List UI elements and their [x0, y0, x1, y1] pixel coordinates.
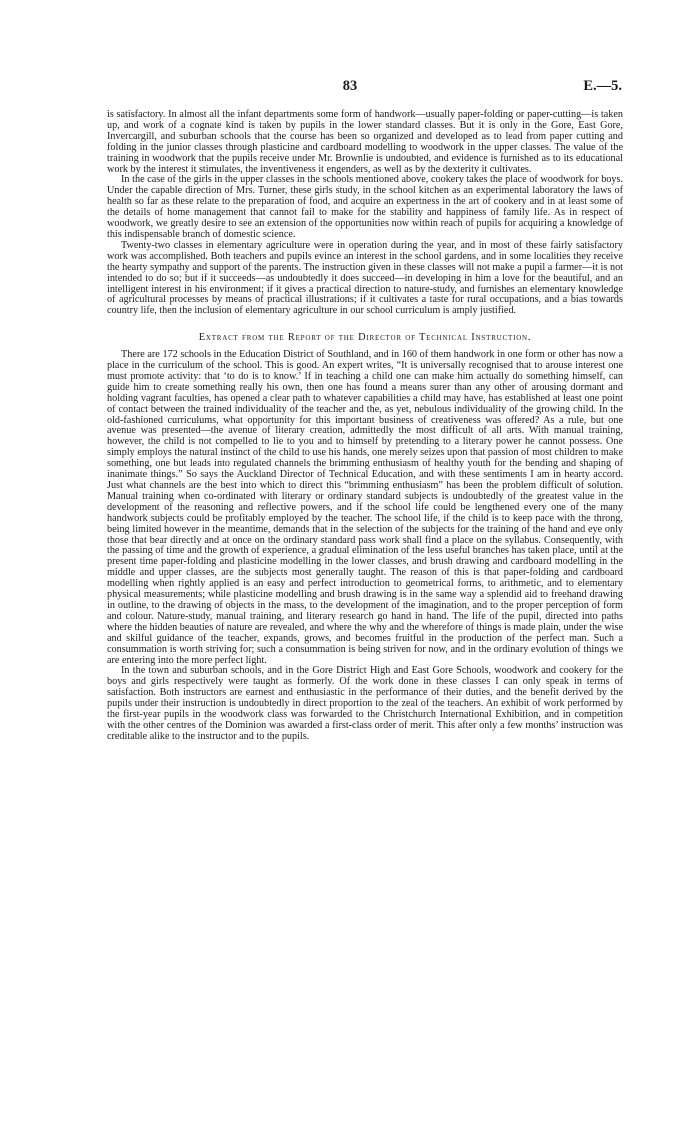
page-header: [0, 78, 700, 98]
paragraph: There are 172 schools in the Education District of Southland, and in 160 of them handwork in one form or other has now a place in the curriculum of the school. This is good. An expert writes, “It is universally recognised that to arouse interest one must promote activity: that ‘to do is to know.’ If in teaching a child one can make him actually do something himself, can guide him to create something really his own, then one has found a means surer than any other of arousing dormant and holding vagrant faculties, has opened a clear path to whatever capabilities a child may have, has established at least one point of contact between the trained individuality of the teacher and the, as yet, nebulous individuality of the growing child. In the old-fashioned curriculums, what opportunity for this important business of creativeness was offered? As a rule, but one avenue was presented—the avenue of literary creation, admittedly the most difficult of all arts. With manual training, however, the child is not compelled to lie to you and to himself by pretending to a literary power he cannot possess. One simply employs the natural instinct of the child to use his hands, one merely seizes upon that passion of most children to make something, one but leads into regulated channels the brimming enthusiasm of healthy youth for the bending and shaping of inanimate things.” So says the Auckland Director of Technical Education, and with these sentiments I am in hearty accord. Just what channels are the best into which to direct this “brimming enthusiasm” has been the problem difficult of solution. Manual training when co-ordinated with literary or ordinary standard subjects is undoubtedly of the greatest value in the development of the reasoning and reflective powers, and if the school life could be lengthened every one of the many handwork subjects could be profitably employed by the teacher. The school life, if the child is to keep pace with the throng, being limited however in the meantime, demands that in the selection of the subjects for the training of the hand and eye only those that bear directly and at once on the ordinary standard pass work shall find a place on the syllabus. Consequently, with the passing of time and the growth of experience, a gradual elimination of the less useful branches has taken place, until at the present time paper-folding and plasticine modelling in the lower classes, and brush drawing and cardboard modelling in the middle and upper classes, are the subjects most generally taught. The reason of this is that paper-folding and cardboard modelling when rightly applied is an easy and perfect introduction to geometrical forms, to arithmetic, and to elementary physical measurements; while plasticine modelling and brush drawing is in the same way a splendid aid to freehand drawing in outline, to the drawing of objects in the mass, to the development of the imagination, and to the proper perception of form and colour. Nature-study, manual training, and literary research go hand in hand. The life of the pupil, directed into paths where the hidden beauties of nature are revealed, and where the why and the wherefore of things is made plain, under the wise and skilful guidance of the teacher, expands, grows, and becomes fruitful in the production of the perfect man. Such a consummation is worth striving for; such a consummation is being striven for now, and in the ordinary evolution of things we are entering into the more perfect light.: [107, 349, 623, 666]
section-heading: Extract from the Report of the Director of Technical Instruction.: [198, 332, 532, 344]
body-text: [107, 110, 623, 743]
page-number: 83: [342, 78, 358, 94]
paragraph: In the case of the girls in the upper classes in the schools mentioned above, cookery takes the place of woodwork for boys. Under the capable direction of Mrs. Turner, these girls study, in the school kitchen as an experimental laboratory the laws of health so far as these relate to the preparation of food, and acquire an expertness in the art of cookery and in at least some of the details of home management that cannot fail to make for the stability and happiness of family life. As in respect of woodwork, we greatly desire to see an extension of the opportunities now within reach of pupils for acquiring a knowledge of this indispensable branch of domestic science.: [107, 174, 623, 240]
paragraph: Twenty-two classes in elementary agriculture were in operation during the year, and in most of these fairly satisfactory work was accomplished. Both teachers and pupils evince an interest in the school gardens, and in some localities they receive the hearty sympathy and support of the parents. The instruction given in these classes will not make a pupil a farmer—it is not intended to do so; but if it succeeds—as undoubtedly it does succeed—in developing in him a love for the beautiful, and an intelligent interest in his environment; if it gives a practical direction to nature-study, and furnishes an elementary knowledge of agricultural processes by means of practical illustrations; if it cultivates a taste for rural occupations, and a bias towards country life, then the inclusion of elementary agriculture in our school curriculum is amply justified.: [107, 239, 623, 317]
paragraph: In the town and suburban schools, and in the Gore District High and East Gore Schools, woodwork and cookery for the boys and girls respectively were taught as formerly. Of the work done in these classes I can only speak in terms of satisfaction. Both instructors are earnest and enthusiastic in the performance of their duties, and the benefit derived by the pupils under their instruction is undoubtedly in direct proportion to the zeal of the teachers. An exhibit of work performed by the first-year pupils in the woodwork class was forwarded to the Christchurch International Exhibition, and in competition with the other centres of the Dominion was awarded a first-class order of merit. This after only a few months’ instruction was creditable alike to the instructor and to the pupils.: [107, 665, 623, 742]
page-reference: E.—5.: [583, 78, 622, 94]
paragraph: is satisfactory. In almost all the infant departments some form of handwork—usually paper-folding or paper-cutting—is taken up, and work of a cognate kind is taken by pupils in the lower standard classes. But it is only in the Gore, East Gore, Invercargill, and suburban schools that the course has been so organized and developed as to lead from paper cutting and folding in the junior classes through plasticine and cardboard modelling to woodwork in the upper classes. The value of the training in woodwork that the pupils receive under Mr. Brownlie is undoubted, and evidence is furnished as to its educational work by the interest it stimulates, the inventiveness it engenders, as well as by the dexterity it cultivates.: [107, 109, 623, 175]
